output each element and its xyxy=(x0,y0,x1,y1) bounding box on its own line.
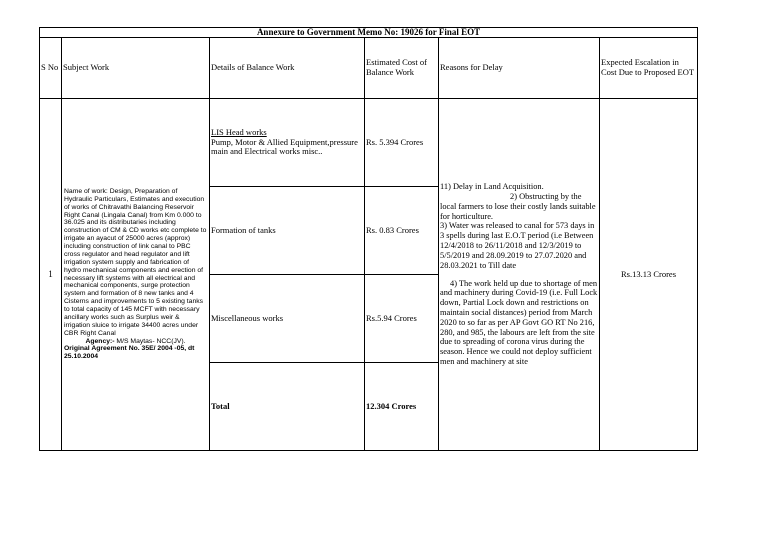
header-reasons: Reasons for Delay xyxy=(439,38,600,99)
subject-text: Name of work: Design, Preparation of Hydraulic Particulars, Estimates and execution of works of Chitravathi Balancing Reservoir Right Canal (Lingala Canal) from Km 0.000 to 36.025 and its distributaries including construction of CM & CD works etc complete to irrigate an ayacut of 25000 acres (approx) including construction of link canal to PBC cross regulator and head regulator and lift irrigation system supply and fabrication of hydro mechanical components and erection of necessary lift systems with all electrical and mechanical components, surge protection system and formation of 8 new tanks and 4 Cisterns and improvements to 5 existing tanks to total capacity of 145 MCFT with necessary ancillary works such as Surplus weir & irrigation sluice to irrigate 34400 acres under CBR Right Canal xyxy=(64,187,207,337)
balance-item-total: Total xyxy=(210,363,365,451)
reason-3: 3) Water was released to canal for 573 days in 3 spells during last E.O.T period (i.e Between 12/4/2018 to 26/11/2018 and 12/3/2019 to 5/5/2019 and 28.09.2019 to 27.07.2020 and 28.03.2021 to Till date xyxy=(440,221,595,270)
row-sno: 1 xyxy=(40,99,62,451)
cost-misc: Rs.5.94 Crores xyxy=(365,275,439,363)
agency-label: Agency:- xyxy=(85,337,115,345)
balance-item-detail: Pump, Motor & Allied Equipment,pressure main and Electrical works misc.. xyxy=(211,136,358,157)
balance-item-lis xyxy=(210,99,365,187)
reason-2: 2) Obstructing by the local farmers to lose their costly lands suitable for horticulture. xyxy=(440,191,596,221)
cost-lis: Rs. 5.394 Crores xyxy=(365,99,439,187)
reason-1: 11) Delay in Land Acquisition. xyxy=(440,182,544,192)
table-title: Annexure to Government Memo No: 19026 for Final EOT xyxy=(40,28,698,38)
reasons-cell xyxy=(439,99,600,451)
title-row xyxy=(40,28,698,38)
annexure-sheet xyxy=(39,27,697,451)
cost-total: 12.304 Crores xyxy=(365,363,439,451)
header-balance: Details of Balance Work xyxy=(210,38,365,99)
escalation-cell: Rs.13.13 Crores xyxy=(600,99,698,451)
agency-value: M/S Maytas- NCC(JV). xyxy=(114,337,186,345)
balance-item-misc: Miscellaneous works xyxy=(210,275,365,363)
table-row xyxy=(40,99,698,187)
header-cost: Estimated Cost of Balance Work xyxy=(365,38,439,99)
cost-tanks: Rs. 0.83 Crores xyxy=(365,187,439,275)
agency-line xyxy=(64,338,207,346)
annexure-table xyxy=(39,27,698,451)
header-sno: S No xyxy=(40,38,62,99)
header-escalation: Expected Escalation in Cost Due to Proposed EOT xyxy=(600,38,698,99)
balance-item-title: LIS Head works xyxy=(211,126,267,137)
header-row xyxy=(40,38,698,99)
reason-4: 4) The work held up due to shortage of men and machinery during Covid-19 (i.e. Full Lock down, Partial Lock down and restrictions on maintain social distances) period from March 2020 to so far as per AP Govt GO RT No 216, 280, and 985, the labours are left from the site due to spreading of corona virus during the season. Hence we could not deploy sufficient men and machinery at site xyxy=(440,278,598,367)
header-subject: Subject Work xyxy=(62,38,210,99)
balance-item-tanks: Formation of tanks xyxy=(210,187,365,275)
agreement-line: Original Agreement No. 35E/ 2004 -05, dt 25.10.2004 xyxy=(64,345,195,361)
subject-work-cell xyxy=(62,99,210,451)
